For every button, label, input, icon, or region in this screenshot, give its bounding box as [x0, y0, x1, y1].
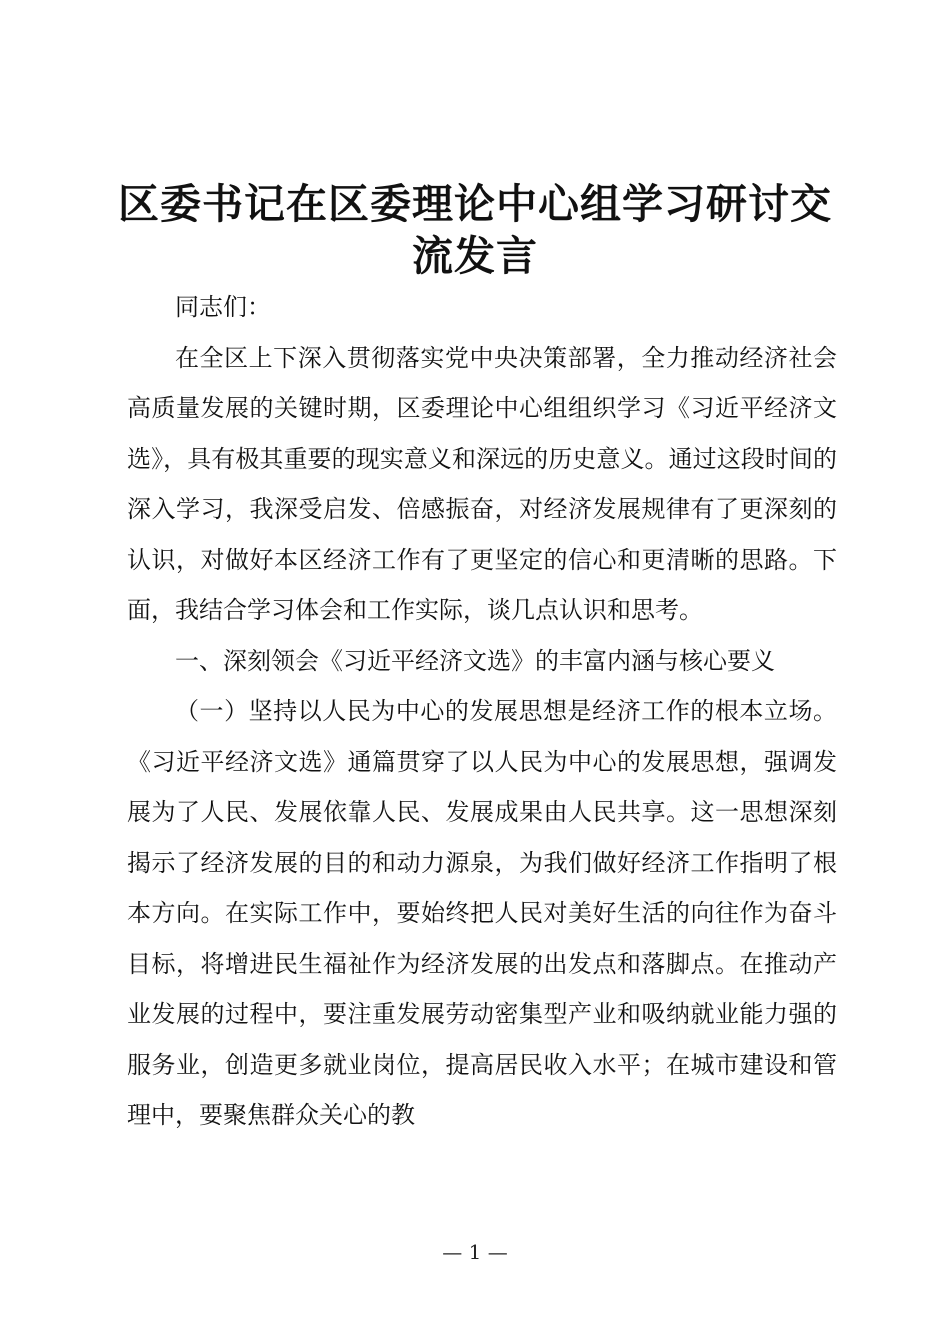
document-title: 区委书记在区委理论中心组学习研讨交流发言 [118, 180, 832, 280]
document-body [127, 282, 837, 1141]
paragraph-intro: 在全区上下深入贯彻落实党中央决策部署，全力推动经济社会高质量发展的关键时期，区委理论中心组组织学习《习近平经济文选》，具有极其重要的现实意义和深远的历史意义。通过这段时间的深入学习，我深受启发、倍感振奋，对经济发展规律有了更深刻的认识，对做好本区经济工作有了更坚定的信心和更清晰的思路。下面，我结合学习体会和工作实际，谈几点认识和思考。 [127, 343, 837, 624]
section-heading: 一、深刻领会《习近平经济文选》的丰富内涵与核心要义 [175, 646, 775, 675]
paragraph-subsection-1: （一）坚持以人民为中心的发展思想是经济工作的根本立场。《习近平经济文选》通篇贯穿了以人民为中心的发展思想，强调发展为了人民、发展依靠人民、发展成果由人民共享。这一思想深刻揭示了经济发展的目的和动力源泉，为我们做好经济工作指明了根本方向。在实际工作中，要始终把人民对美好生活的向往作为奋斗目标，将增进民生福祉作为经济发展的出发点和落脚点。在推动产业发展的过程中，要注重发展劳动密集型产业和吸纳就业能力强的服务业，创造更多就业岗位，提高居民收入水平；在城市建设和管理中，要聚焦群众关心的教 [127, 697, 837, 1129]
salutation: 同志们： [175, 293, 271, 321]
page-number: — 1 — [442, 1240, 508, 1264]
